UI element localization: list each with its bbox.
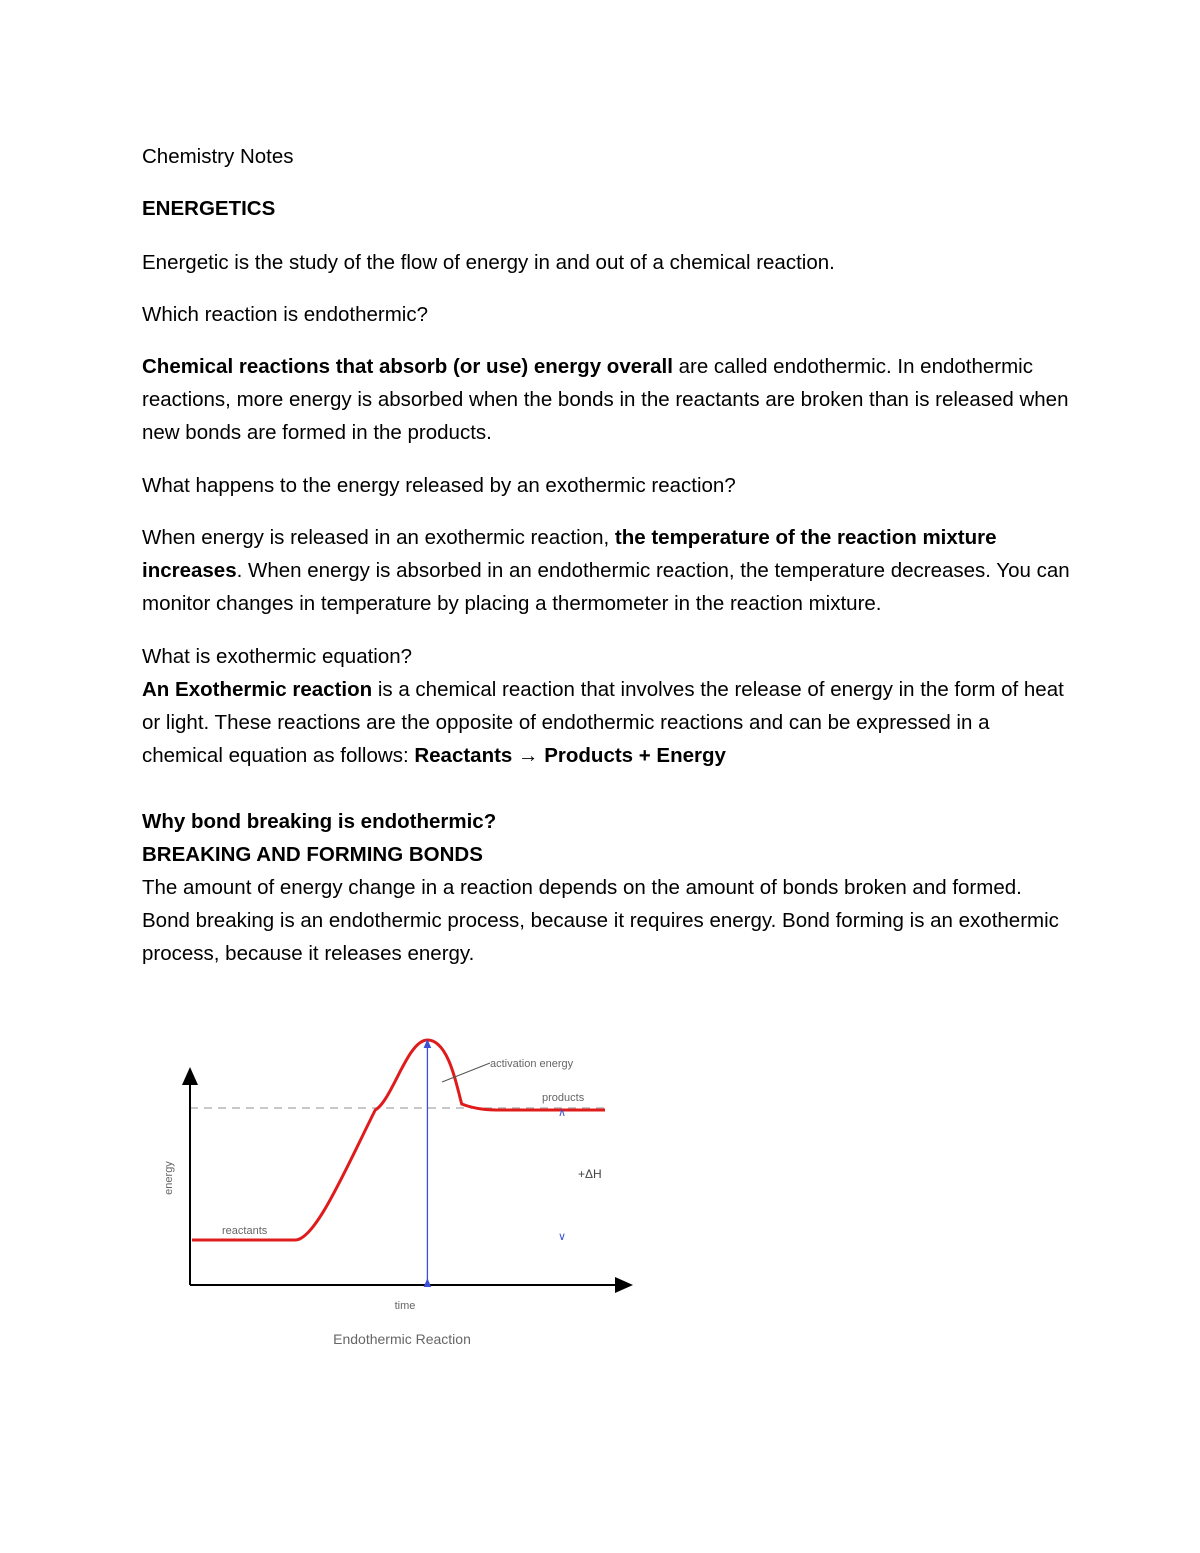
delta-h-label: +ΔH <box>578 1167 602 1181</box>
section-heading: ENERGETICS <box>142 197 276 220</box>
section-heading-2: BREAKING AND FORMING BONDS <box>142 843 483 866</box>
delta-h-arrow-bottom: ∨ <box>557 1231 567 1243</box>
answer-1 <box>142 350 1072 449</box>
y-axis-label: energy <box>163 1161 175 1195</box>
answer-1-rest: are called endothermic. In endothermic reactions, more energy is absorbed when the bonds in the reactants are broken than is released when new bonds are formed in the products. <box>142 355 1069 444</box>
question-4: Why bond breaking is endothermic? <box>142 810 497 833</box>
chart-title: Endothermic Reaction <box>333 1331 471 1347</box>
definition-paragraph: Energetic is the study of the flow of energy in and out of a chemical reaction. <box>142 251 835 274</box>
answer-4: The amount of energy change in a reaction depends on the amount of bonds broken and formed. Bond breaking is an endothermic process, because it requires energy. Bond forming is an exothermic process, because it releases energy. <box>142 876 1059 965</box>
reaction-curve <box>192 1040 605 1240</box>
question-1: Which reaction is endothermic? <box>142 303 428 326</box>
answer-1-bold: Chemical reactions that absorb (or use) energy overall <box>142 355 673 378</box>
answer-2 <box>142 521 1072 620</box>
answer-3-rest: is a chemical reaction that involves the release of energy in the form of heat or light. These reactions are the opposite of endothermic reactions and can be expressed in a chemical equation as follows: <box>142 678 1064 767</box>
products-label: products <box>542 1092 585 1104</box>
energy-profile-chart <box>140 1020 660 1360</box>
answer-3-bold: An Exothermic reaction <box>142 678 373 701</box>
answer-2-bold: the temperature of the reaction mixture increases <box>142 526 997 582</box>
doc-title: Chemistry Notes <box>142 145 294 168</box>
x-axis-label: time <box>394 1300 416 1312</box>
answer-2-pre: When energy is released in an exothermic reaction, <box>142 526 615 549</box>
answer-3 <box>142 673 1072 772</box>
delta-h-arrow-top: ∧ <box>557 1107 567 1119</box>
reactants-label: reactants <box>222 1225 268 1237</box>
activation-energy-label: activation energy <box>490 1058 574 1070</box>
answer-2-rest: . When energy is absorbed in an endothermic reaction, the temperature decreases. You can monitor changes in temperature by placing a thermometer in the reaction mixture. <box>142 559 1070 615</box>
question-2: What happens to the energy released by an exothermic reaction? <box>142 474 736 497</box>
question-3: What is exothermic equation? <box>142 645 413 668</box>
answer-3-equation: Reactants → Products + Energy <box>414 744 726 767</box>
activation-energy-pointer <box>442 1063 490 1082</box>
